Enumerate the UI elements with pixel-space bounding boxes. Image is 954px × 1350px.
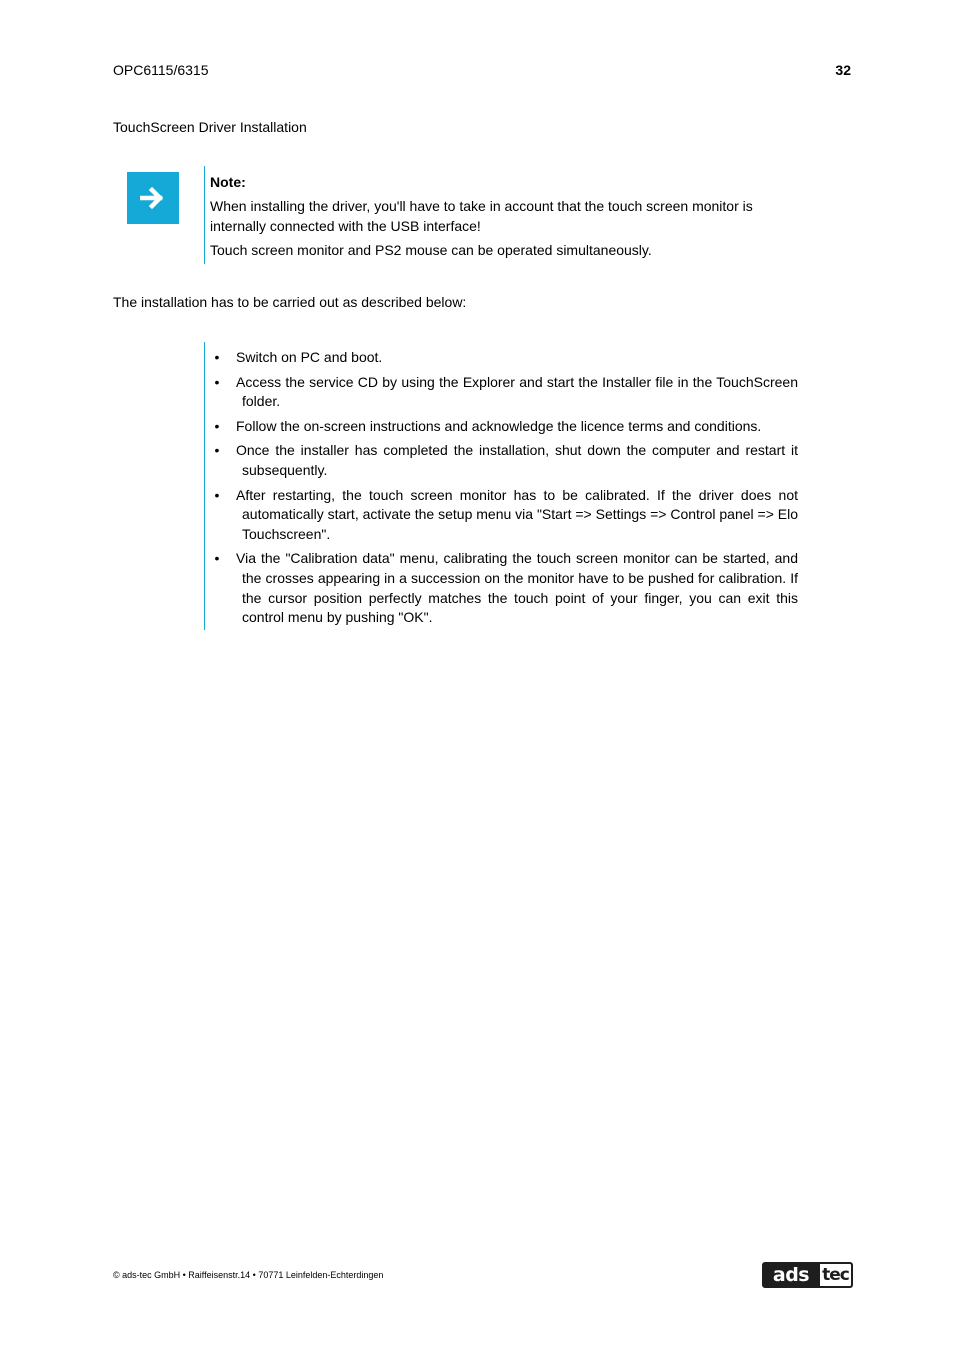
- step-text: After restarting, the touch screen monitor has to be calibrated. If the driver does not automatically start, activate the setup menu via "Start => Settings => Control panel => Elo Touchscreen".: [236, 486, 798, 542]
- list-item: [210, 373, 798, 412]
- list-item: [210, 486, 798, 545]
- note-paragraph: When installing the driver, you'll have to take in account that the touch screen monitor is internally connected with the USB interface!: [210, 198, 753, 234]
- list-item: [210, 549, 798, 627]
- intro-text: The installation has to be carried out as described below:: [113, 294, 467, 310]
- list-item: [210, 348, 798, 368]
- list-item: [210, 417, 798, 437]
- ads-tec-logo: [762, 1262, 853, 1288]
- bullet-icon: •: [214, 550, 220, 567]
- step-text: Access the service CD by using the Explorer and start the Installer file in the TouchScreen folder.: [236, 373, 798, 410]
- step-text: Once the installer has completed the installation, shut down the computer and restart it subsequently.: [236, 442, 798, 478]
- bullet-icon: •: [214, 373, 220, 390]
- list-item: [210, 441, 798, 480]
- document-title: OPC6115/6315: [113, 62, 209, 78]
- logo-ads-text: ads: [762, 1262, 820, 1288]
- bullet-icon: •: [214, 442, 220, 459]
- note-divider: [204, 166, 205, 264]
- note-box: [210, 172, 800, 264]
- section-title: TouchScreen Driver Installation: [113, 119, 307, 135]
- bullet-icon: •: [214, 486, 220, 503]
- bullet-icon: •: [214, 417, 220, 434]
- step-text: Follow the on-screen instructions and acknowledge the licence terms and conditions.: [236, 417, 762, 434]
- bullet-icon: •: [214, 349, 220, 365]
- arrow-right-icon: [127, 172, 179, 224]
- step-text: Via the "Calibration data" menu, calibrating the touch screen monitor can be started, and the crosses appearing in a succession on the monitor have to be pushed for calibration. If the cursor position perfectly matches the touch point of your finger, you can exit this control menu by pushing "OK".: [236, 550, 798, 626]
- note-label: Note:: [210, 174, 246, 190]
- note-paragraph: Touch screen monitor and PS2 mouse can be operated simultaneously.: [210, 242, 652, 258]
- step-text: Switch on PC and boot.: [236, 349, 383, 365]
- installation-steps: [210, 348, 798, 633]
- logo-tec-text: tec: [820, 1262, 853, 1288]
- footer-address: © ads-tec GmbH • Raiffeisenstr.14 • 70771 Leinfelden-Echterdingen: [113, 1270, 384, 1280]
- page-number: 32: [835, 62, 851, 78]
- list-divider: [204, 342, 205, 630]
